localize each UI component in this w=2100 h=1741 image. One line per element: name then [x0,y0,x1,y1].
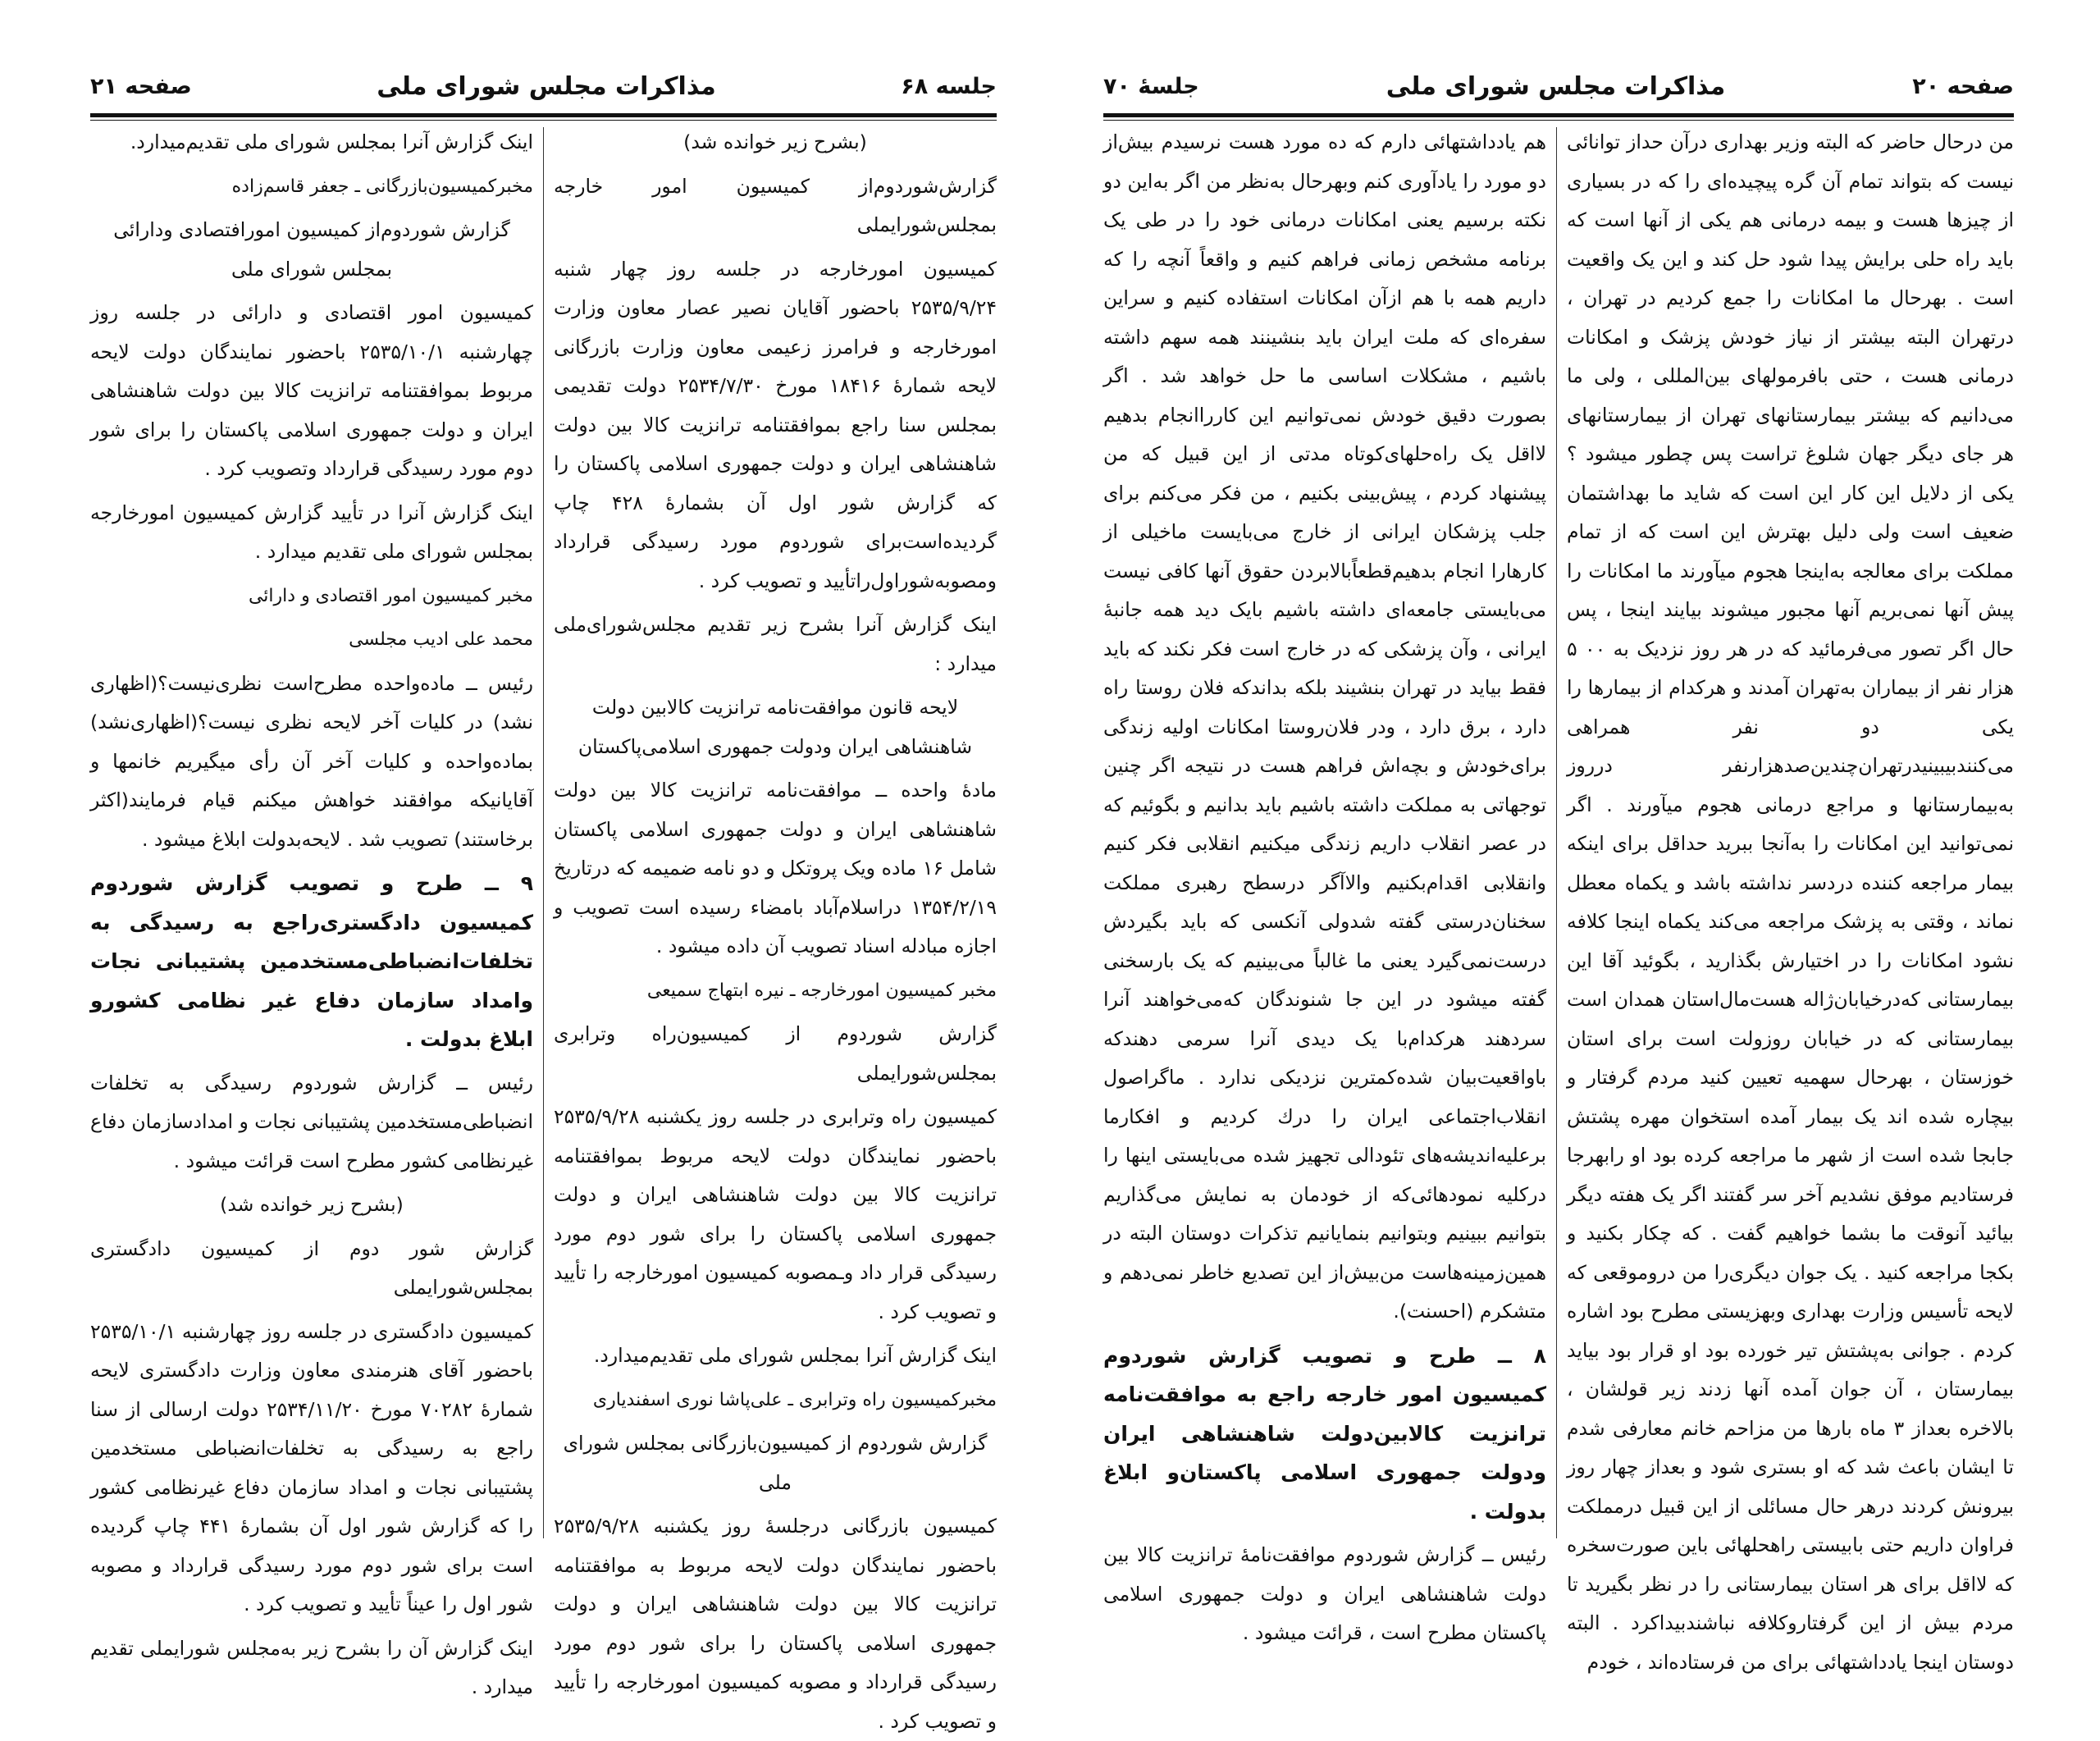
text-column-right [554,123,998,1733]
agenda-item-heading: ۹ ــ طرح و تصویب گزارش شوردوم کمیسیون دادگستری‌راجع به رسیدگی به تخلفات‌انضباطی‌مستخدمین پشتیبانی نجات وامداد سازمان دفاع غیر نظامی کشورو ابلاغ بدولت . [90,871,533,1051]
text-column-left [1103,123,1546,1644]
report-heading: گزارش شوردوم از کمیسیون‌راه وترابری بمجلس‌شورایملی [554,1022,997,1085]
page-title: مذاکرات مجلس شورای ملی [1386,71,1726,101]
header-rule-thin [90,120,997,121]
paragraph: اینک گزارش آنرا بمجلس شورای ملی تقدیم‌میدارد. [130,130,533,153]
paragraph: کمیسیون دادگستری در جلسه روز چهارشنبه ۲۵۳۵/۱۰/۱ باحضور آقای هنرمندی معاون وزارت دادگستری لایحه شمارهٔ ۷۰۲۸۲ مورخ ۲۵۳۴/۱۱/۲۰ دولت ارسالی از سنا راجع به رسیدگی به تخلفات‌انضباطی مستخدمین پشتیبانی نجات و امداد سازمان دفاع غیرنظامی کشور را که گزارش شور اول آن بشمارهٔ ۴۴۱ چاپ گردیده است برای شور دوم مورد رسیدگی قرارداد و مصوبه شور اول را عیناً تأیید و تصویب کرد . [90,1319,533,1615]
text-column-left [90,123,533,1698]
page-header [1103,66,2014,107]
text-column-right [1567,123,2014,1674]
paragraph: کمیسیون امور اقتصادی و دارائی در جلسه روز چهارشنبه ۲۵۳۵/۱۰/۱ باحضور نمایندگان دولت لایحه مربوط بموافقتنامه ترانزیت کالا بین دولت شاهنشاهی ایران و دولت جمهوری اسلامی پاکستان را برای شور دوم مورد رسیدگی قرارداد وتصویب کرد . [90,301,533,480]
right-page [1103,49,2014,1674]
speech-paragraph: من درحال حاضر که البته وزیر بهداری درآن حداز توانائی نیست که بتواند تمام آن گره پیچیده‌ای را که در بسیاری از چیزها هست و بیمه درمانی هم یکی از آنها است که باید راه حلی برایش پیدا شود حل کند و این یک واقعیت است . بهرحال ما امکانات را جمع کردیم در تهران ، درتهران البته بیشتر از نیاز خودش پزشک و امکانات درمانی هست ، حتی بافرمولهای بین‌المللی ، ولی ما می‌دانیم که بیشتر بیمارستانهای تهران از بیمارستانهای هر جای دیگر جهان شلوغ تراست پس چطور میشود ؟ یکی از دلایل این کار این است که شاید ما بهداشتمان ضعیف است ولی دلیل بهترش این است که از تمام مملکت برای معالجه به‌اینجا هجوم میآورند ما امکانات را پیش آنها نمی‌بریم آنها مجبور میشوند بیایند اینجا ، پس حال اگر تصور می‌فرمائید که در هر روز نزدیک به ۰۰ ۵ هزار نفر از بیماران به‌تهران آمدند و هرکدام از بیمارها را یکی دو نفر همراهی می‌کنندبیبینیدرتهران‌چندین‌صدهزارنفر درروز به‌بیمارستانها و مراجع درمانی هجوم میآورند . اگر نمی‌توانید این امکانات را به‌آنجا ببرید حداقل برای اینکه بیمار مراجعه کننده دردسر نداشته باشد و یکماه معطل نماند ، وقتی به پزشک مراجعه می‌کند یکماه اینجا کلافه نشود امکانات را در اختیارش بگذارید ، بگوئید آقا این بیمارستانی که‌درخیابان‌ژاله هست‌مال‌استان همدان است بیمارستانی که در خیابان روزولت است برای استان خوزستان ، بهرحال سهمیه تعیین کنید مردم گرفتار و بیچاره شده اند یک بیمار آمده استخوان مهره پشتش جابجا شده است از شهر ما مراجعه کرده بود او رابهرجا فرستادیم موفق نشدیم آخر سر گفتند اگر یک هفته دیگر بیائید آنوقت ما بشما خواهیم گفت . که چکار بکنید و بکجا مراجعه کنید . یک جوان دیگری‌را من دروموقعی که لایحه تأسیس وزارت بهداری وبهزیستی مطرح بود اشاره کردم . جوانی به‌پشتش تیر خورده بود او قرار بود بیاید بیمارستان ، آن جوان آمده آنها زدند زیر قولشان ، بالاخره بعداز ۳ ماه بارها من مزاحم خانم معارفی شدم تا ایشان باعث شد که او بستری شود و بعداز چهار روز بیرونش کردند درهر حال مسائلی از این قبیل درمملکت فراوان داریم حتی بابیستی راهحلهائی باین صورت‌سخره که لااقل برای هر استان بیمارستانی را در نظر بگیرید تا مردم بیش از این گرفتار‌و‌کلافه نباشندبیداکرد . البته دوستان اینجا یادداشتهائی برای من فرستاده‌اند ، خودم [1567,130,2014,1674]
session-number: جلسه ۶۸ [901,73,997,99]
bill-title: لایحه قانون موافقت‌نامه ترانزیت کالابین دولت شاهنشاهی ایران ودولت جمهوری اسلامی‌پاکستان [578,696,973,758]
report-heading: گزارش شوردوم از کمیسیون‌بازرگانی بمجلس شورای ملی [563,1432,988,1494]
paragraph: اینک گزارش آنرا در تأیید گزارش کمیسیون امورخارجه بمجلس شورای ملی تقدیم میدارد . [90,500,533,563]
page-number: صفحه ۲۱ [90,73,192,99]
page-header [90,66,997,107]
report-heading: گزارش‌شوردوم‌از کمیسیون امور خارجه بمجلس‌شورایملی [554,174,997,236]
rapporteur-signature: مخبرکمیسیون راه وترابری ـ علی‌پاشا نوری اسفندیاری [592,1389,997,1410]
rapporteur-signature: مخبرکمیسیون‌بازرگانی ـ جعفر قاسم‌زاده [231,176,533,197]
paragraph: اینک گزارش آن را بشرح زیر به‌مجلس شورایملی تقدیم میدارد . [90,1636,533,1698]
reading-note: (بشرح زیر خوانده شد) [220,1193,404,1216]
speaker-paragraph: رئیس ــ گزارش شوردوم موافقت‌نامهٔ ترانزیت کالا بین دولت شاهنشاهی ایران و دولت جمهوری اسلامی پاکستان مطرح است ، قرائت میشود . [1103,1543,1546,1644]
page-title: مذاکرات مجلس شورای ملی [377,71,716,101]
left-page [90,49,998,1733]
paragraph: اینک گزارش آنرا بشرح زیر تقدیم مجلس‌شورای‌ملی میدارد : [554,613,997,675]
header-rule [90,113,997,117]
speaker-paragraph: رئیس ــ گزارش شوردوم رسیدگی به تخلفات انضباطی‌مستخدمین پشتیبانی نجات و امدادسازمان دفاع غیرنظامی کشور مطرح است قرائت میشود . [90,1071,533,1172]
article-text: مادهٔ واحده ــ موافقت‌نامه ترانزیت کالا بین دولت شاهنشاهی ایران و دولت جمهوری اسلامی پاکستان شامل ۱۶ ماده ویک پروتکل و دو نامه ضمیمه که درتاریخ ۱۳۵۴/۲/۱۹ دراسلام‌آباد بامضاء رسیده است تصویب و اجازه مبادله اسناد تصویب آن داده میشود . [554,779,997,957]
rapporteur-title: مخبر کمیسیون امور اقتصادی و دارائی [248,585,533,606]
speech-paragraph: هم یادداشتهائی دارم که ده مورد هست نرسیدم بیش‌از دو مورد را یادآوری کنم وبهرحال به‌نظر من اگر به‌این دو نکته برسیم یعنی امکانات درمانی خود را در طی یک برنامه مشخص زمانی فراهم کنیم و واقعاً آنچه را که داریم همه با هم ازآن امکانات استفاده کنیم و سراین سفره‌ای که ملت ایران باید بنشینند همه سهم داشته باشیم ، مشکلات اساسی ما حل خواهد شد . اگر بصورت دقیق خودش نمی‌توانیم این کاررا‌انجام بدهیم لااقل یک راه‌حلهای‌کوتاه مدتی از این قبیل که من پیشنهاد کردم ، پیش‌بینی بکنیم ، من فکر می‌کنم برای جلب پزشکان ایرانی از خارج می‌بایست ماخیلی از کارهارا انجام بدهیم‌قطعاًبالابردن حقوق آنها کافی نیست می‌بایستی جامعه‌ای داشته باشیم بایک دید همه جانبهٔ ایرانی ، وآن پزشکی که در خارج است فکر نکند که باید فقط بیاید در تهران بنشیند بلکه بداندکه فلان روستا راه دارد ، برق دارد ، ودر فلان‌روستا امکانات اولیه زندگی برای‌خودش و بچه‌اش فراهم هست در نتیجه اگر چنین توجهاتی به مملکت داشته باشیم باید بدانیم و بگوئیم که در عصر انقلاب داریم زندگی میکنیم انقلابی فکر کنیم وانقلابی اقدام‌بکنیم والاآگر درسطح رهبری مملکت سخنان‌درستی گفته شدولی آنکسی که باید بگیردش درست‌نمی‌گیرد یعنی ما غالباً می‌بینیم که یک بارسخنی گفته میشود در این جا شنوندگان که‌می‌خواهند آنرا سردهند هرکدام‌با یک دیدی آنرا سرمی دهندکه باواقعیت‌بیان شده‌کمترین نزدیکی ندارد . ماگراصول انقلاب‌اجتماعی ایران را درك کردیم و افکارما برعلیه‌اندیشه‌های تئودالی تجهیز شده می‌بایستی اینها را درکلیه نمودهائی‌که از خودمان به نمایش می‌گذاریم بتوانیم ببینیم وبتوانیم بنمایانیم تذکرات دوستان البته در همین‌زمینه‌هاست من‌بیش‌از این تصدیع خاطر نمی‌دهم و متشکرم (احسنت). [1103,130,1546,1323]
report-heading: گزارش شوردوم‌از کمیسیون امورافتصادی ودارائی بمجلس شورای ملی [113,218,510,281]
header-rule [1103,113,2014,117]
speaker-paragraph: رئیس ــ ماده‌واحده مطرح‌است نظری‌نیست؟(اظهاری نشد) در کلیات آخر لایحه نظری نیست؟(اظهاری‌نشد) بماده‌واحده و کلیات آخر آن رأی میگیریم خانمها و آقایانیکه موافقند خواهش میکنم قیام فرمایند(اکثر برخاستند) تصویب شد . لایحه‌بدولت ابلاغ میشود . [90,671,533,851]
column-divider [1556,127,1557,1538]
paragraph: کمیسیون راه وترابری در جلسه روز یکشنبه ۲۵۳۵/۹/۲۸ باحضور نمایندگان دولت لایحه مربوط بموافقتنامه ترانزیت کالا بین دولت شاهنشاهی ایران و دولت جمهوری اسلامی پاکستان را برای شور دوم مورد رسیدگی قرار داد وـمصوبه کمیسیون امورخارجه را تأیید و تصویب کرد . [554,1105,997,1323]
paragraph: اینک گزارش آنرا بمجلس شورای ملی تقدیم‌میدارد. [593,1344,997,1367]
reading-note: (بشرح زیر خوانده شد) [683,130,867,153]
paragraph: کمیسیون بازرگانی درجلسهٔ روز یکشنبه ۲۵۳۵/۹/۲۸ باحضور نمایندگان دولت لایحه مربوط به موافقتنامه ترانزیت کالا بین دولت شاهنشاهی ایران و دولت جمهوری اسلامی پاکستان را برای شور دوم مورد رسیدگی قرارداد و مصوبه کمیسیون امورخارجه را تأیید و تصویب کرد . [554,1515,997,1733]
header-rule-thin [1103,120,2014,121]
paragraph: کمیسیون امورخارجه در جلسه روز چهار شنبه ۲۵۳۵/۹/۲۴ باحضور آقایان نصیر عصار معاون وزارت امورخارجه و فرامرز زعیمی معاون وزارت بازرگانی لایحه شمارهٔ ۱۸۴۱۶ مورخ ۲۵۳۴/۷/۳۰ دولت تقدیمی بمجلس سنا راجع بموافقتنامه ترانزیت کالا بین دولت شاهنشاهی ایران و دولت جمهوری اسلامی پاکستان را که گزارش شور اول آن بشمارهٔ ۴۲۸ چاپ گردیده‌است‌برای شوردوم مورد رسیدگی قرارداد ومصوبه‌شوراول‌راتأیید و تصویب کرد . [554,257,998,592]
page-number: صفحه ۲۰ [1912,73,2014,99]
rapporteur-signature: مخبر کمیسیون امورخارجه ـ نیره ابتهاج سمیعی [646,980,997,1001]
agenda-item-heading: ۸ ــ طرح و تصویب گزارش شوردوم کمیسیون امور خارجه راجع به موافقت‌نامه ترانزیت کالابین‌دولت شاهنشاهی ایران ودولت جمهوری اسلامی پاکستان‌و ابلاغ بدولت . [1103,1343,1546,1524]
rapporteur-name: محمد علی ادیب مجلسی [349,629,533,650]
column-divider [543,127,544,1538]
session-number: جلسهٔ ۷۰ [1103,73,1199,99]
report-heading: گزارش شور دوم از کمیسیون دادگستری بمجلس‌شورایملی [90,1236,533,1299]
